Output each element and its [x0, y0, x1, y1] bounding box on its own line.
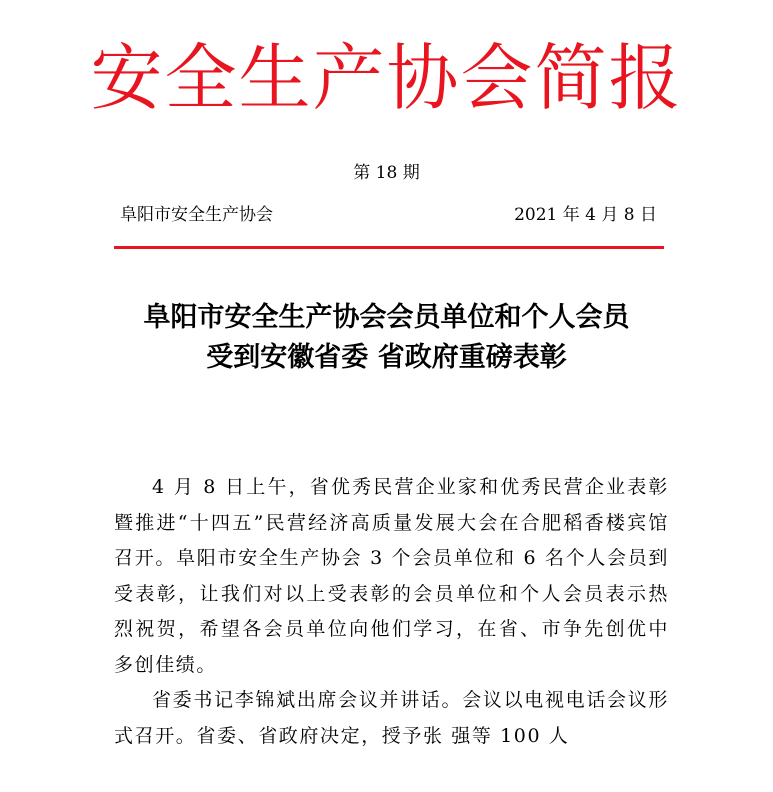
red-divider [114, 246, 664, 249]
headline-line-2: 受到安徽省委 省政府重磅表彰 [206, 342, 567, 373]
article-headline [0, 298, 773, 378]
paragraph-1: 4 月 8 日上午，省优秀民营企业家和优秀民营企业表彰暨推进“十四五”民营经济高质量发展大会在合肥稻香楼宾馆召开。阜阳市安全生产协会 3 个会员单位和 6 名个人会员到受表彰，让我们对以上受表彰的会员单位和个人会员表示热烈祝贺，希望各会员单位向他们学习，在省、市争先创优中多创佳绩。 [114, 476, 669, 676]
issue-date: 2021 年 4 月 8 日 [514, 205, 657, 225]
masthead-title: 安全生产协会简报 [90, 36, 683, 120]
issue-number: 第 18 期 [353, 163, 420, 183]
article-body [114, 470, 669, 754]
issuing-organization: 阜阳市安全生产协会 [120, 205, 273, 225]
headline-line-1: 阜阳市安全生产协会会员单位和个人会员 [143, 302, 630, 333]
paragraph-2: 省委书记李锦斌出席会议并讲话。会议以电视电话会议形式召开。省委、省政府决定，授予张 强等 100 人 [114, 689, 669, 747]
